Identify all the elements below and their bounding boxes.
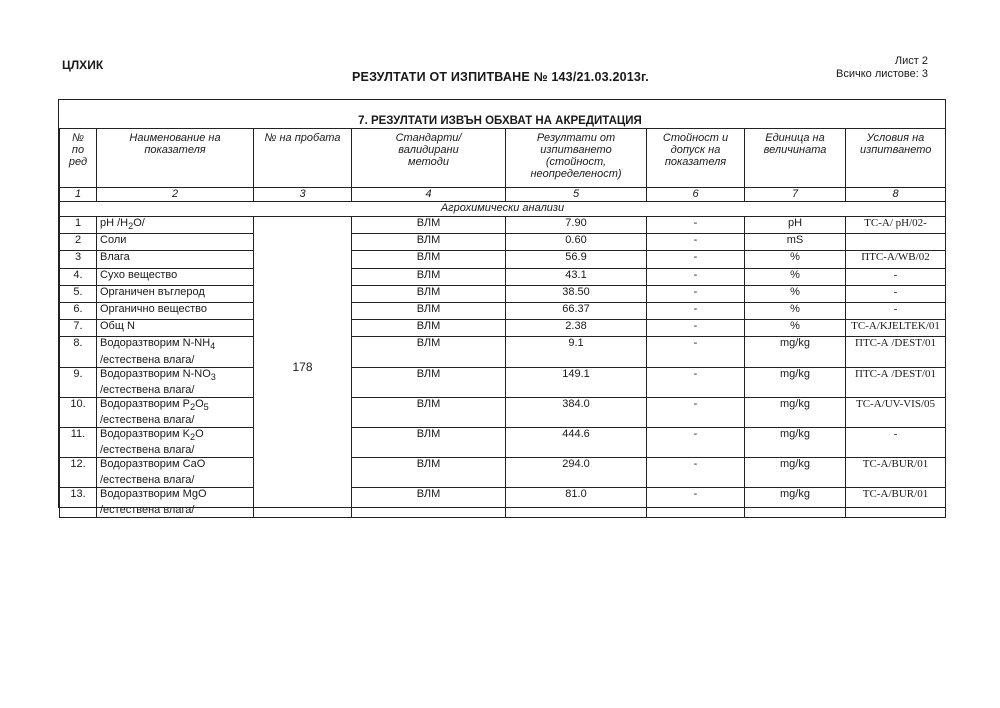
result-value: 38.50 [506, 285, 647, 302]
unit: % [745, 285, 846, 302]
row-number: 10. [60, 397, 97, 427]
section-title: 7. РЕЗУЛТАТИ ИЗВЪН ОБХВАТ НА АКРЕДИТАЦИЯ [358, 115, 642, 127]
col-number: 4 [352, 188, 506, 202]
col-header-no: № по ред [60, 129, 97, 188]
col-header-condition: Условия на изпитването [846, 129, 946, 188]
col-number: 3 [254, 188, 352, 202]
table-row [60, 488, 946, 518]
table-row [60, 268, 946, 285]
indicator-name: Влага [97, 251, 254, 268]
test-condition: ТС-А/BUR/01 [846, 488, 946, 518]
indicator-name: Сухо вещество [97, 268, 254, 285]
col-number: 1 [60, 188, 97, 202]
col-header-name: Наименование на показателя [97, 129, 254, 188]
indicator-name: Водоразтворим $P_2O_5$ /естествена влага/ [97, 397, 254, 427]
tolerance: - [647, 302, 745, 319]
indicator-name: Водоразтворим $K_2O$ /естествена влага/ [97, 427, 254, 457]
test-condition: ПТС-А/WB/02 [846, 251, 946, 268]
indicator-name: Органично вещество [97, 302, 254, 319]
method: ВЛМ [352, 488, 506, 518]
method: ВЛМ [352, 367, 506, 397]
result-value: 384.0 [506, 397, 647, 427]
table-row [60, 251, 946, 268]
col-number: 5 [506, 188, 647, 202]
indicator-name: Водоразтворим MgO /естествена влага/ [97, 488, 254, 518]
col-header-sample: № на пробата [254, 129, 352, 188]
row-number: 12. [60, 458, 97, 488]
unit: mg/kg [745, 488, 846, 518]
method: ВЛМ [352, 268, 506, 285]
method: ВЛМ [352, 285, 506, 302]
header-row [60, 129, 946, 188]
result-value: 56.9 [506, 251, 647, 268]
test-condition [846, 234, 946, 251]
method: ВЛМ [352, 234, 506, 251]
row-number: 4. [60, 268, 97, 285]
method: ВЛМ [352, 458, 506, 488]
document-title: РЕЗУЛТАТИ ОТ ИЗПИТВАНЕ № 143/21.03.2013г. [352, 70, 649, 84]
indicator-name: pH $/H_2O/$ [97, 217, 254, 234]
test-condition: ТС-А/UV-VIS/05 [846, 397, 946, 427]
row-number: 6. [60, 302, 97, 319]
col-number: 8 [846, 188, 946, 202]
sheet-number: Лист 2 [894, 55, 928, 67]
test-condition: ТС-А/BUR/01 [846, 458, 946, 488]
col-number: 6 [647, 188, 745, 202]
table-row [60, 337, 946, 367]
unit: mg/kg [745, 427, 846, 457]
column-number-row [60, 188, 946, 202]
method: ВЛМ [352, 302, 506, 319]
row-number: 9. [60, 367, 97, 397]
tolerance: - [647, 234, 745, 251]
col-number: 7 [745, 188, 846, 202]
indicator-name: Водоразтворим CaO /естествена влага/ [97, 458, 254, 488]
table-row [60, 458, 946, 488]
tolerance: - [647, 397, 745, 427]
tolerance: - [647, 268, 745, 285]
row-number: 8. [60, 337, 97, 367]
table-row [60, 397, 946, 427]
test-condition: - [846, 427, 946, 457]
col-header-result: Резултати от изпитването (стойност, неопределеност) [506, 129, 647, 188]
tolerance: - [647, 488, 745, 518]
section-subheading-row [60, 202, 946, 217]
test-condition: ПТС-А /DEST/01 [846, 337, 946, 367]
table-row [60, 320, 946, 337]
method: ВЛМ [352, 337, 506, 367]
unit: mg/kg [745, 397, 846, 427]
test-condition: - [846, 268, 946, 285]
col-header-unit: Единица на величината [745, 129, 846, 188]
section-subheading: Агрохимически анализи [60, 202, 946, 217]
indicator-name: Водоразтворим $N-NH_4$ /естествена влага/ [97, 337, 254, 367]
unit: pH [745, 217, 846, 234]
unit: mg/kg [745, 458, 846, 488]
unit: % [745, 320, 846, 337]
col-number: 2 [97, 188, 254, 202]
sheet-info [836, 55, 928, 81]
row-number: 13. [60, 488, 97, 518]
tolerance: - [647, 367, 745, 397]
results-table [59, 128, 946, 518]
row-number: 2 [60, 234, 97, 251]
method: ВЛМ [352, 397, 506, 427]
test-condition: ПТС-А /DEST/01 [846, 367, 946, 397]
tolerance: - [647, 320, 745, 337]
tolerance: - [647, 285, 745, 302]
result-value: 7.90 [506, 217, 647, 234]
row-number: 1 [60, 217, 97, 234]
method: ВЛМ [352, 217, 506, 234]
result-value: 149.1 [506, 367, 647, 397]
indicator-name: Водоразтворим $N-NO_3$ /естествена влага/ [97, 367, 254, 397]
row-number: 7. [60, 320, 97, 337]
table-row [60, 217, 946, 234]
tolerance: - [647, 458, 745, 488]
unit: mS [745, 234, 846, 251]
col-header-method: Стандарти/ валидирани методи [352, 129, 506, 188]
table-row [60, 367, 946, 397]
total-sheets: Всичко листове: 3 [836, 68, 928, 80]
unit: % [745, 302, 846, 319]
table-row [60, 302, 946, 319]
tolerance: - [647, 427, 745, 457]
result-value: 2.38 [506, 320, 647, 337]
tolerance: - [647, 337, 745, 367]
test-condition: - [846, 302, 946, 319]
tolerance: - [647, 217, 745, 234]
unit: % [745, 268, 846, 285]
result-value: 43.1 [506, 268, 647, 285]
result-value: 9.1 [506, 337, 647, 367]
row-number: 5. [60, 285, 97, 302]
result-value: 294.0 [506, 458, 647, 488]
row-number: 11. [60, 427, 97, 457]
test-condition: - [846, 285, 946, 302]
unit: mg/kg [745, 337, 846, 367]
sample-number: 178 [254, 217, 352, 518]
indicator-name: Органичен въглерод [97, 285, 254, 302]
method: ВЛМ [352, 427, 506, 457]
row-number: 3 [60, 251, 97, 268]
result-value: 444.6 [506, 427, 647, 457]
unit: mg/kg [745, 367, 846, 397]
indicator-name: Соли [97, 234, 254, 251]
table-row [60, 427, 946, 457]
tolerance: - [647, 251, 745, 268]
result-value: 81.0 [506, 488, 647, 518]
col-header-tolerance: Стойност и допуск на показателя [647, 129, 745, 188]
table-row [60, 234, 946, 251]
test-condition: ТС-А/KJELTEK/01 [846, 320, 946, 337]
indicator-name: Общ N [97, 320, 254, 337]
method: ВЛМ [352, 320, 506, 337]
result-value: 0.60 [506, 234, 647, 251]
method: ВЛМ [352, 251, 506, 268]
unit: % [745, 251, 846, 268]
organization-name: ЦЛХИК [62, 58, 104, 72]
table-row [60, 285, 946, 302]
result-value: 66.37 [506, 302, 647, 319]
test-condition: ТС-А/ pH/02- [846, 217, 946, 234]
